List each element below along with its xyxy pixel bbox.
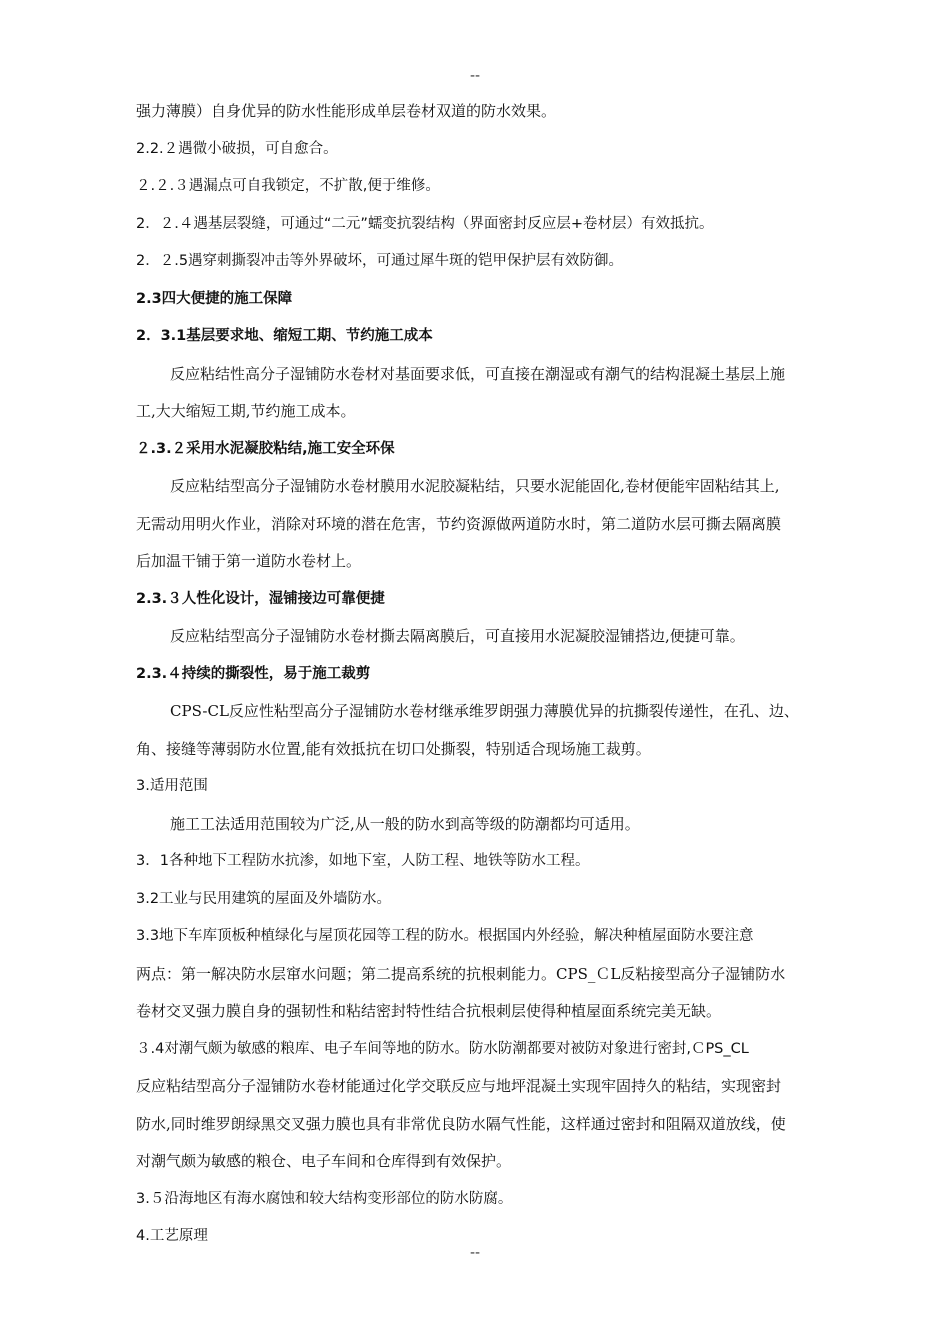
subsection-heading: 2.3.４持续的撕裂性，易于施工裁剪 bbox=[136, 665, 371, 682]
paragraph-line: CPS-CL反应性粘型高分子湿铺防水卷材继承维罗朗强力薄膜优异的抗撕裂传递性，在孔、边、 bbox=[170, 702, 799, 720]
paragraph-line: 对潮气颇为敏感的粮仓、电子车间和仓库得到有效保护。 bbox=[136, 1152, 512, 1170]
paragraph-line: 强力薄膜）自身优异的防水性能形成单层卷材双道的防水效果。 bbox=[136, 102, 557, 120]
list-item: 3．1各种地下工程防水抗渗，如地下室，人防工程、地铁等防水工程。 bbox=[136, 853, 590, 869]
paragraph-line: 反应粘结型高分子湿铺防水卷材膜用水泥胶凝粘结，只要水泥能固化,卷材便能牢固粘结其上, bbox=[170, 477, 780, 495]
list-item: 3.５沿海地区有海水腐蚀和较大结构变形部位的防水防腐。 bbox=[136, 1190, 513, 1207]
list-item: 3.2工业与民用建筑的屋面及外墙防水。 bbox=[136, 890, 392, 907]
paragraph-line: 防水,同时维罗朗绿黑交叉强力膜也具有非常优良防水隔气性能，这样通过密封和阻隔双道放线，使 bbox=[136, 1114, 786, 1133]
paragraph-line: 两点：第一解决防水层窜水问题；第二提高系统的抗根刺能力。CPS_ＣL反粘接型高分子湿铺防水 bbox=[136, 964, 786, 983]
list-item: ３.4对潮气颇为敏感的粮库、电子车间等地的防水。防水防潮都要对被防对象进行密封,ＣPS_CL bbox=[136, 1040, 749, 1057]
list-item: ２.２.３遇漏点可自我锁定，不扩散,便于维修。 bbox=[136, 178, 440, 194]
paragraph-line: 反应粘结性高分子湿铺防水卷材对基面要求低，可直接在潮湿或有潮气的结构混凝土基层上施 bbox=[170, 364, 786, 383]
subsection-heading: 2.3.３人性化设计，湿铺接边可靠便捷 bbox=[136, 590, 385, 607]
subsection-heading: 2．3.1基层要求地、缩短工期、节约施工成本 bbox=[136, 328, 433, 344]
list-item: 2．２.４遇基层裂缝，可通过“二元”蠕变抗裂结构（界面密封反应层+卷材层）有效抵抗。 bbox=[136, 215, 714, 232]
paragraph-line: 反应粘结型高分子湿铺防水卷材撕去隔离膜后，可直接用水泥凝胶湿铺搭边,便捷可靠。 bbox=[170, 627, 745, 645]
paragraph-line: 无需动用明火作业，消除对环境的潜在危害，节约资源做两道防水时，第二道防水层可撕去隔离膜 bbox=[136, 514, 782, 533]
list-item: 2.2.２遇微小破损，可自愈合。 bbox=[136, 140, 338, 157]
document-body bbox=[136, 93, 862, 1256]
page-marker-bottom: -- bbox=[469, 1245, 481, 1261]
section-heading: 2.3四大便捷的施工保障 bbox=[136, 290, 293, 307]
page-marker-top: -- bbox=[469, 68, 481, 84]
paragraph-line: 施工工法适用范围较为广泛,从一般的防水到高等级的防潮都均可适用。 bbox=[170, 814, 640, 833]
list-item: 2．２.5遇穿刺撕裂冲击等外界破坏，可通过犀牛斑的铠甲保护层有效防御。 bbox=[136, 253, 624, 269]
paragraph-line: 卷材交叉强力膜自身的强韧性和粘结密封特性结合抗根刺层使得种植屋面系统完美无缺。 bbox=[136, 1002, 722, 1020]
list-item: 3.3地下车库顶板种植绿化与屋顶花园等工程的防水。根据国内外经验，解决种植屋面防水要注意 bbox=[136, 928, 754, 944]
subsection-heading: ２.3.２采用水泥凝胶粘结,施工安全环保 bbox=[136, 440, 395, 457]
section-heading: 3.适用范围 bbox=[136, 778, 208, 794]
paragraph-line: 反应粘结型高分子湿铺防水卷材能通过化学交联反应与地坪混凝土实现牢固持久的粘结，实现密封 bbox=[136, 1077, 782, 1095]
section-heading: 4.工艺原理 bbox=[136, 1228, 208, 1244]
paragraph-line: 角、接缝等薄弱防水位置,能有效抵抗在切口处撕裂，特别适合现场施工裁剪。 bbox=[136, 739, 651, 758]
paragraph-line: 工,大大缩短工期,节约施工成本。 bbox=[136, 402, 356, 420]
paragraph-line: 后加温干铺于第一道防水卷材上。 bbox=[136, 552, 362, 570]
